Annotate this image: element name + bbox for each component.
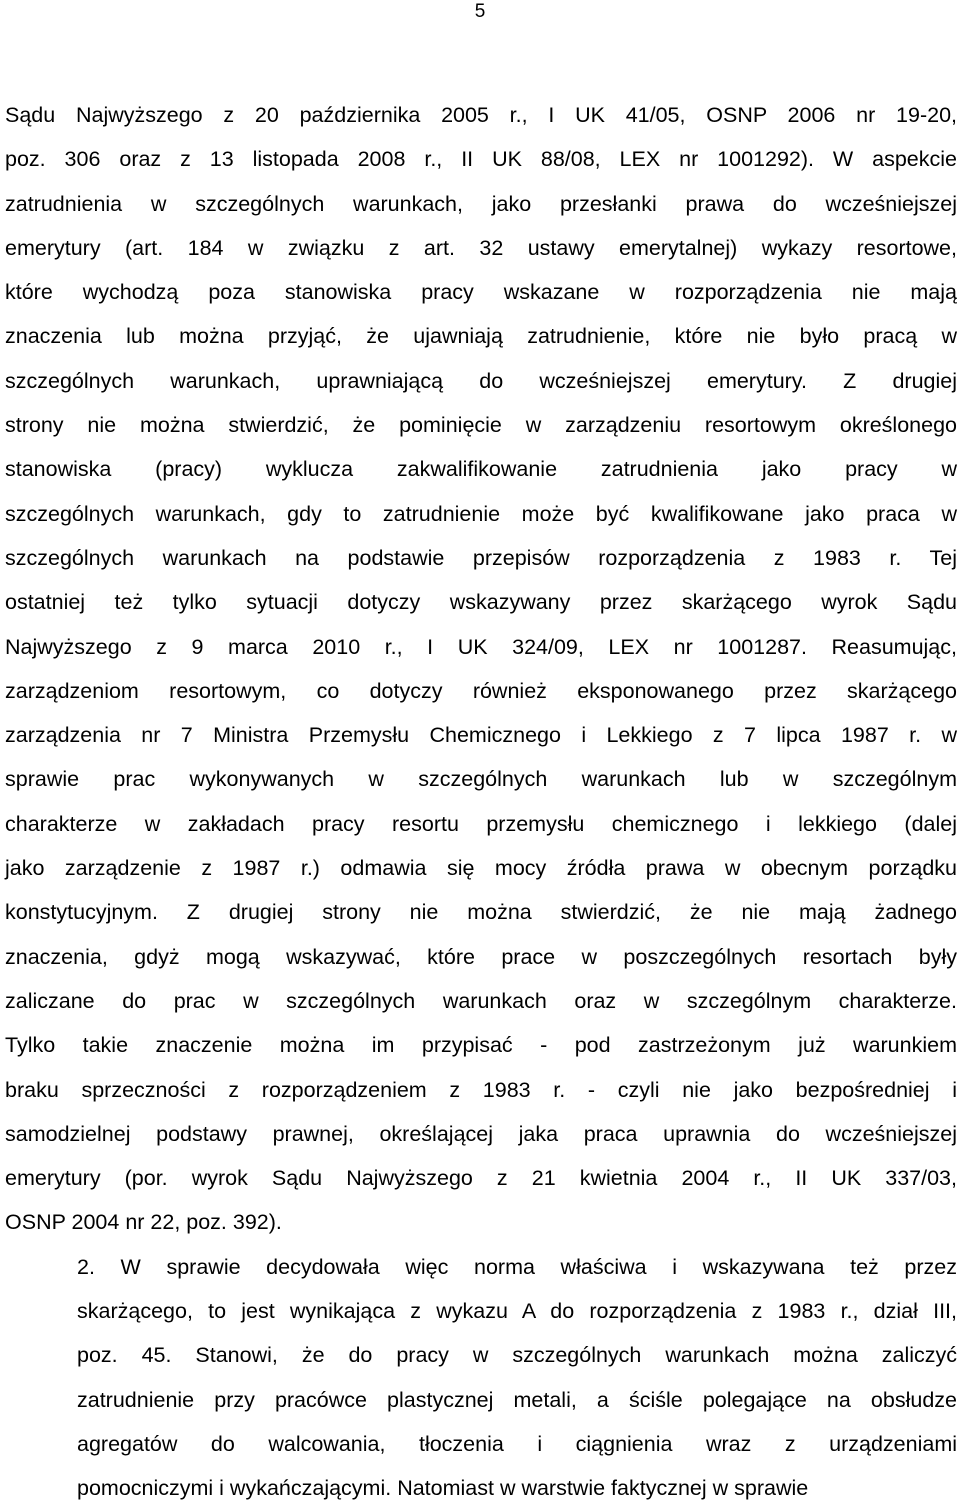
text-line: poz. 306 oraz z 13 listopada 2008 r., II UK 88/08, LEX nr 1001292). W aspekcie	[5, 147, 957, 172]
document-body	[5, 93, 957, 1511]
text-line: poz. 45. Stanowi, że do pracy w szczególnych warunkach można zaliczyć	[77, 1343, 957, 1368]
text-line: zatrudnienia w szczególnych warunkach, jako przesłanki prawa do wcześniejszej	[5, 191, 957, 216]
text-line: zatrudnienie przy pracówce plastycznej metali, a ściśle polegające na obsłudze	[77, 1387, 957, 1412]
paragraph-1	[5, 93, 957, 1245]
text-line: zarządzeniom resortowym, co dotyczy również eksponowanego przez skarżącego	[5, 678, 957, 703]
text-line: zaliczane do prac w szczególnych warunkach oraz w szczególnym charakterze.	[5, 988, 957, 1013]
text-line: Sądu Najwyższego z 20 października 2005 r., I UK 41/05, OSNP 2006 nr 19-20,	[5, 103, 957, 127]
text-line: stanowiska (pracy) wyklucza zakwalifikowanie zatrudnienia jako pracy w	[5, 457, 957, 482]
text-line: zarządzenia nr 7 Ministra Przemysłu Chemicznego i Lekkiego z 7 lipca 1987 r. w	[5, 723, 957, 748]
text-line: znaczenia, gdyż mogą wskazywać, które prace w poszczególnych resortach były	[5, 944, 957, 969]
text-line: braku sprzeczności z rozporządzeniem z 1983 r. - czyli nie jako bezpośredniej i	[5, 1077, 957, 1102]
text-line: skarżącego, to jest wynikająca z wykazu A do rozporządzenia z 1983 r., dział III,	[77, 1299, 957, 1324]
text-line: emerytury (art. 184 w związku z art. 32 ustawy emerytalnej) wykazy resortowe,	[5, 235, 957, 260]
text-line: charakterze w zakładach pracy resortu przemysłu chemicznego i lekkiego (dalej	[5, 811, 957, 836]
text-line: znaczenia lub można przyjąć, że ujawniają zatrudnienie, które nie było pracą w	[5, 324, 957, 349]
text-line: szczególnych warunkach, uprawniającą do wcześniejszej emerytury. Z drugiej	[5, 368, 957, 393]
text-line: pomocniczymi i wykańczającymi. Natomiast w warstwie faktycznej w sprawie	[77, 1476, 809, 1501]
text-line: samodzielnej podstawy prawnej, określającej jaka praca uprawnia do wcześniejszej	[5, 1121, 957, 1146]
text-line: jako zarządzenie z 1987 r.) odmawia się mocy źródła prawa w obecnym porządku	[5, 856, 957, 881]
text-line: Najwyższego z 9 marca 2010 r., I UK 324/09, LEX nr 1001287. Reasumując,	[5, 634, 957, 659]
text-line: szczególnych warunkach, gdy to zatrudnienie może być kwalifikowane jako praca w	[5, 501, 957, 526]
text-line: agregatów do walcowania, tłoczenia i ciągnienia wraz z urządzeniami	[77, 1431, 957, 1456]
text-line: strony nie można stwierdzić, że pominięcie w zarządzeniu resortowym określonego	[5, 413, 957, 438]
text-line: emerytury (por. wyrok Sądu Najwyższego z 21 kwietnia 2004 r., II UK 337/03,	[5, 1166, 957, 1191]
text-line: które wychodzą poza stanowiska pracy wskazane w rozporządzenia nie mają	[5, 280, 957, 305]
text-line: szczególnych warunkach na podstawie przepisów rozporządzenia z 1983 r. Tej	[5, 545, 957, 570]
text-line: ostatniej też tylko sytuacji dotyczy wskazywany przez skarżącego wyrok Sądu	[5, 590, 957, 615]
text-line: OSNP 2004 nr 22, poz. 392).	[5, 1210, 282, 1235]
paragraph-2	[5, 1245, 957, 1511]
text-line: konstytucyjnym. Z drugiej strony nie można stwierdzić, że nie mają żadnego	[5, 900, 957, 925]
text-line: 2. W sprawie decydowała więc norma właściwa i wskazywana też przez	[77, 1254, 957, 1279]
text-line: Tylko takie znaczenie można im przypisać - pod zastrzeżonym już warunkiem	[5, 1033, 957, 1058]
page-number: 5	[474, 1, 486, 22]
text-line: sprawie prac wykonywanych w szczególnych warunkach lub w szczególnym	[5, 767, 957, 792]
